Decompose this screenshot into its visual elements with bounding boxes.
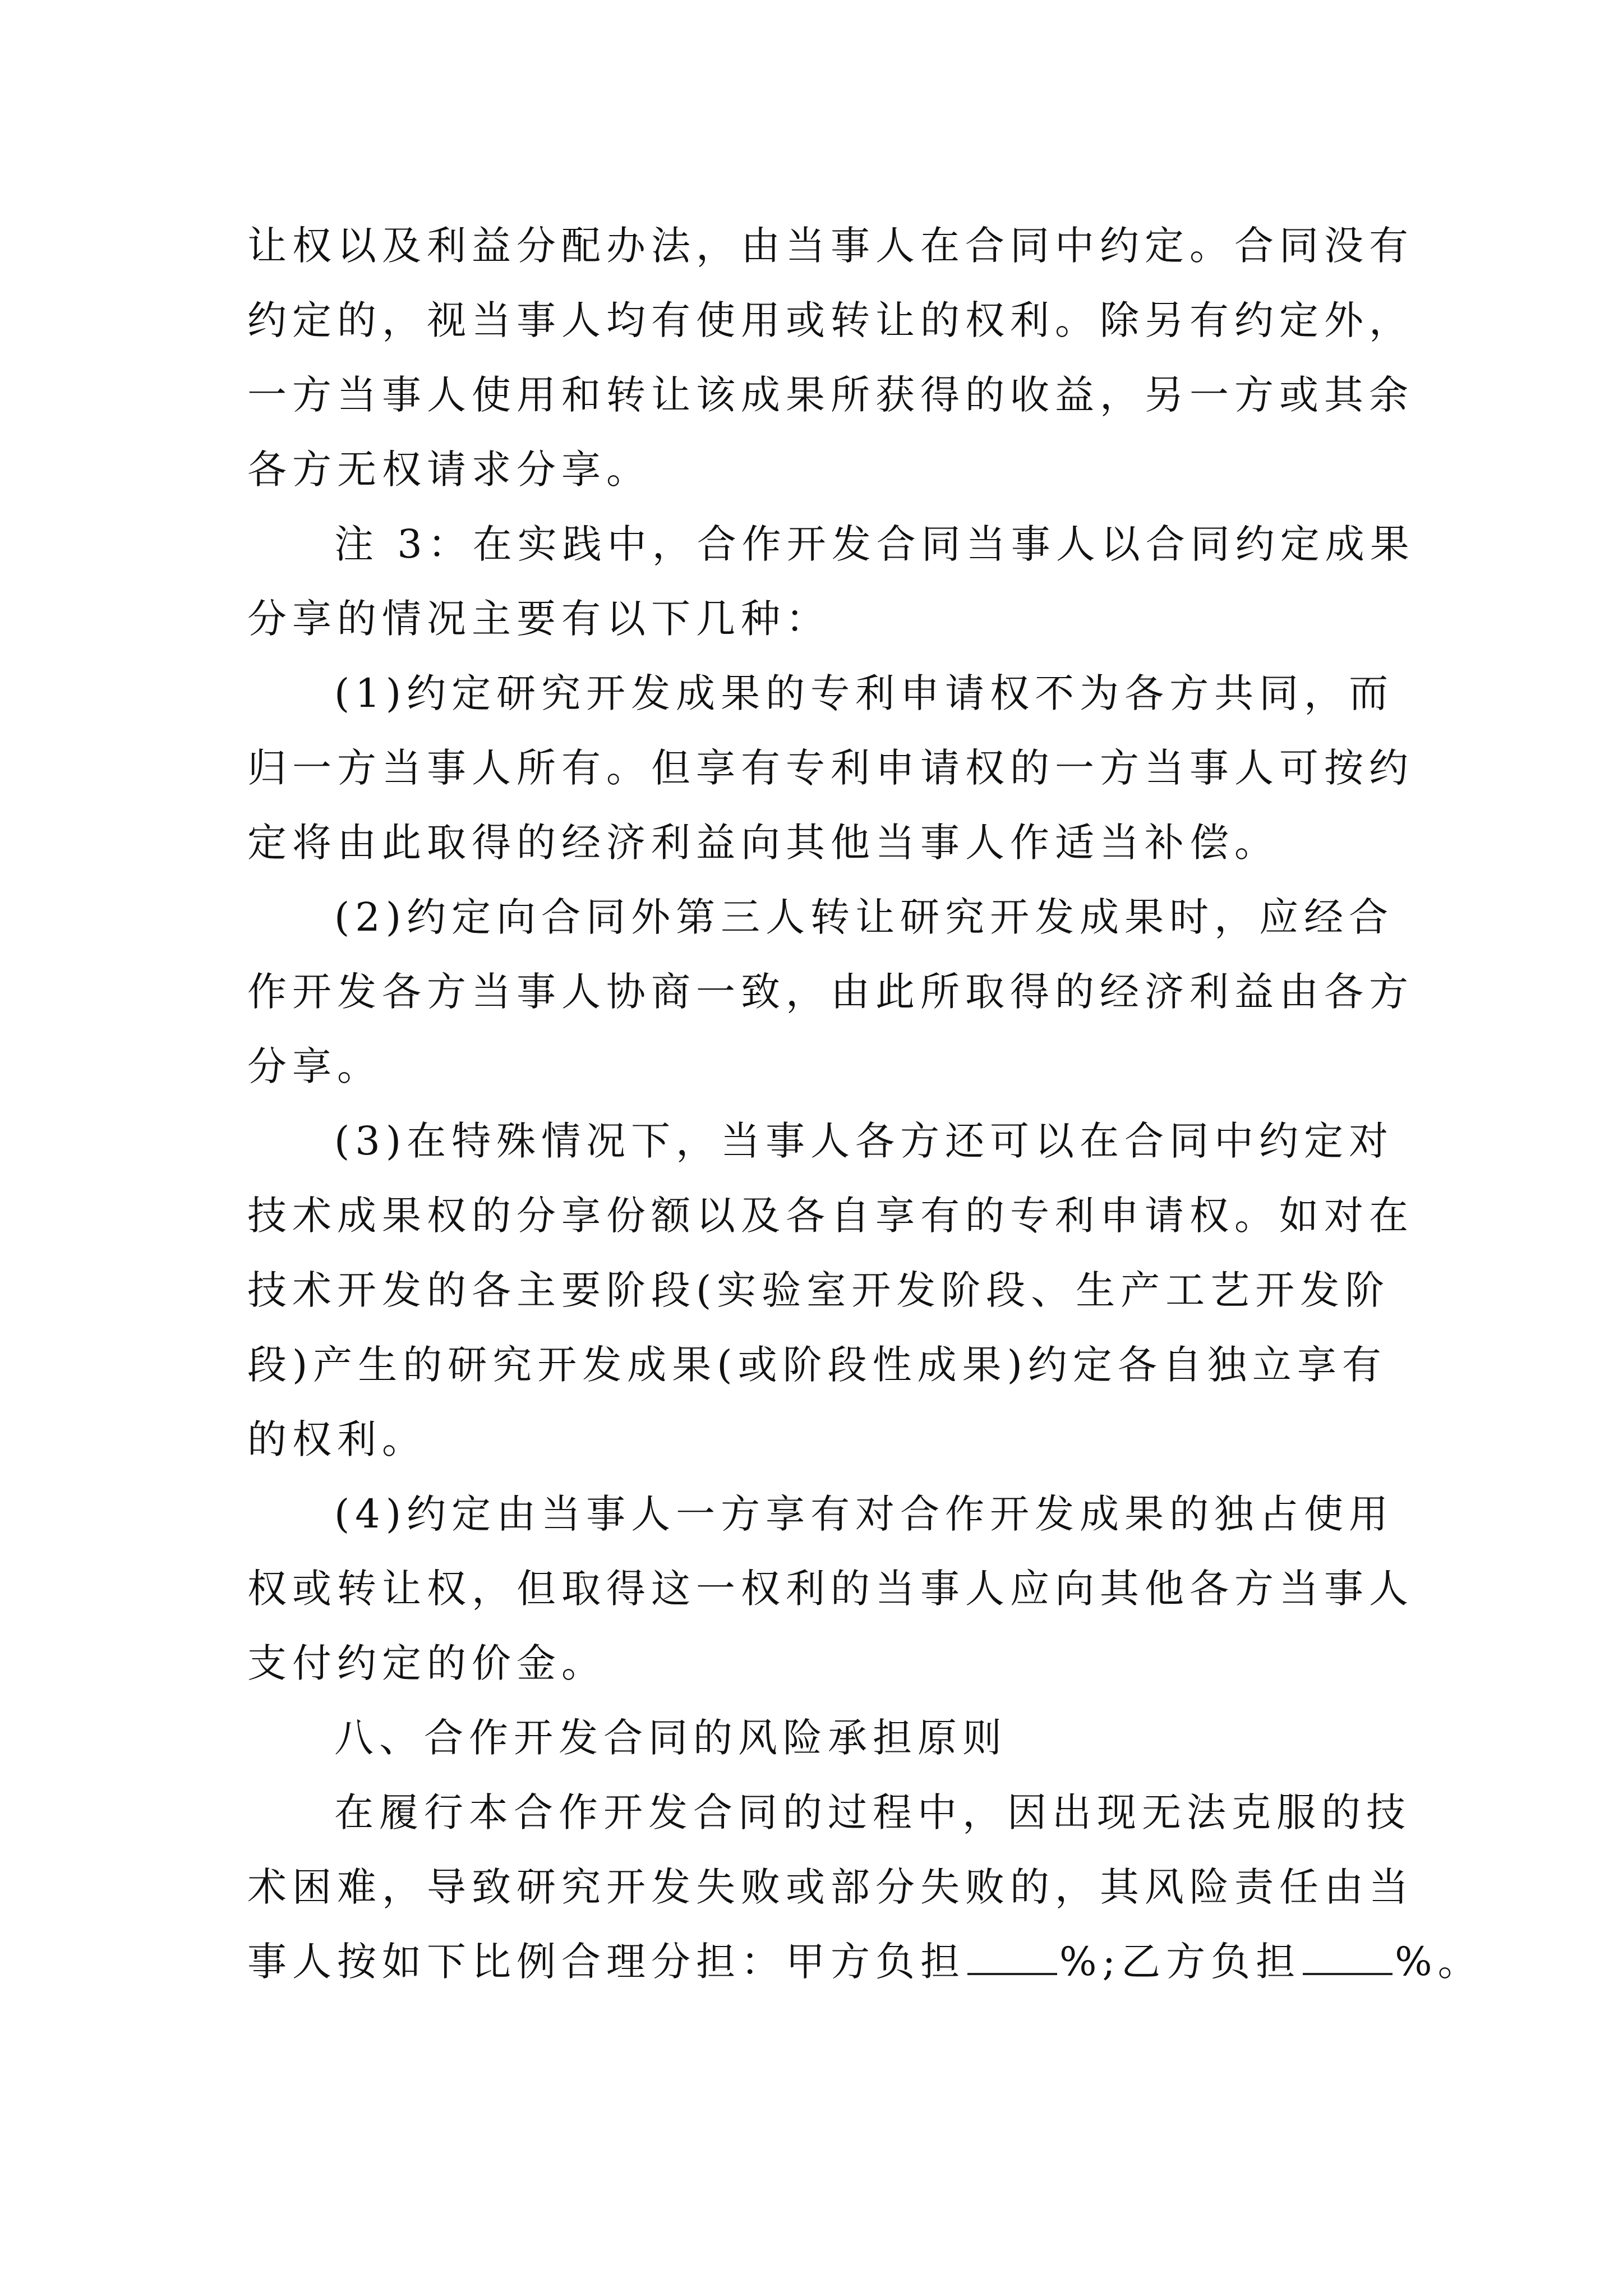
party-a-percent-blank	[967, 1940, 1057, 1975]
text-line: 在履行本合作开发合同的过程中，因出现无法克服的技	[334, 1789, 1411, 1835]
risk-ratio-prefix: 事人按如下比例合理分担：甲方负担	[247, 1939, 965, 1985]
text-line: 分享的情况主要有以下几种：	[247, 596, 831, 642]
text-line: 各方无权请求分享。	[247, 447, 651, 493]
text-line: 定将由此取得的经济利益向其他当事人作适当补偿。	[247, 820, 1279, 866]
text-line: 一方当事人使用和转让该成果所获得的收益，另一方或其余	[247, 372, 1414, 418]
text-line: 权或转让权，但取得这一权利的当事人应向其他各方当事人	[247, 1566, 1414, 1612]
text-line: 技术成果权的分享份额以及各自享有的专利申请权。如对在	[247, 1193, 1414, 1239]
risk-ratio-mid: %;乙方负担	[1059, 1939, 1301, 1985]
item-4-line: (4)约定由当事人一方享有对合作开发成果的独占使用	[334, 1491, 1394, 1537]
text-line: 段)产生的研究开发成果(或阶段性成果)约定各自独立享有	[247, 1342, 1387, 1388]
item-1-line: (1)约定研究开发成果的专利申请权不为各方共同，而	[334, 670, 1394, 716]
party-b-percent-blank	[1303, 1940, 1393, 1975]
text-line: 归一方当事人所有。但享有专利申请权的一方当事人可按约	[247, 745, 1414, 791]
item-2-line: (2)约定向合同外第三人转让研究开发成果时，应经合	[334, 894, 1394, 940]
text-line: 的权利。	[247, 1416, 427, 1462]
text-line: 分享。	[247, 1043, 382, 1089]
note-3-heading: 注 3：在实践中，合作开发合同当事人以合同约定成果	[334, 521, 1415, 567]
item-3-line: (3)在特殊情况下，当事人各方还可以在合同中约定对	[334, 1118, 1394, 1164]
section-8-heading: 八、合作开发合同的风险承担原则	[334, 1715, 1007, 1761]
risk-ratio-line	[247, 1925, 1483, 1999]
text-line: 约定的，视当事人均有使用或转让的权利。除另有约定外，	[247, 297, 1414, 343]
text-line: 技术开发的各主要阶段(实验室开发阶段、生产工艺开发阶	[247, 1267, 1390, 1313]
document-body	[247, 209, 1483, 1999]
text-line: 支付约定的价金。	[247, 1640, 606, 1686]
text-line: 作开发各方当事人协商一致，由此所取得的经济利益由各方	[247, 969, 1414, 1015]
text-line: 术困难，导致研究开发失败或部分失败的，其风险责任由当	[247, 1864, 1414, 1910]
text-line: 让权以及利益分配办法，由当事人在合同中约定。合同没有	[247, 223, 1414, 269]
risk-ratio-suffix: %。	[1395, 1939, 1483, 1985]
